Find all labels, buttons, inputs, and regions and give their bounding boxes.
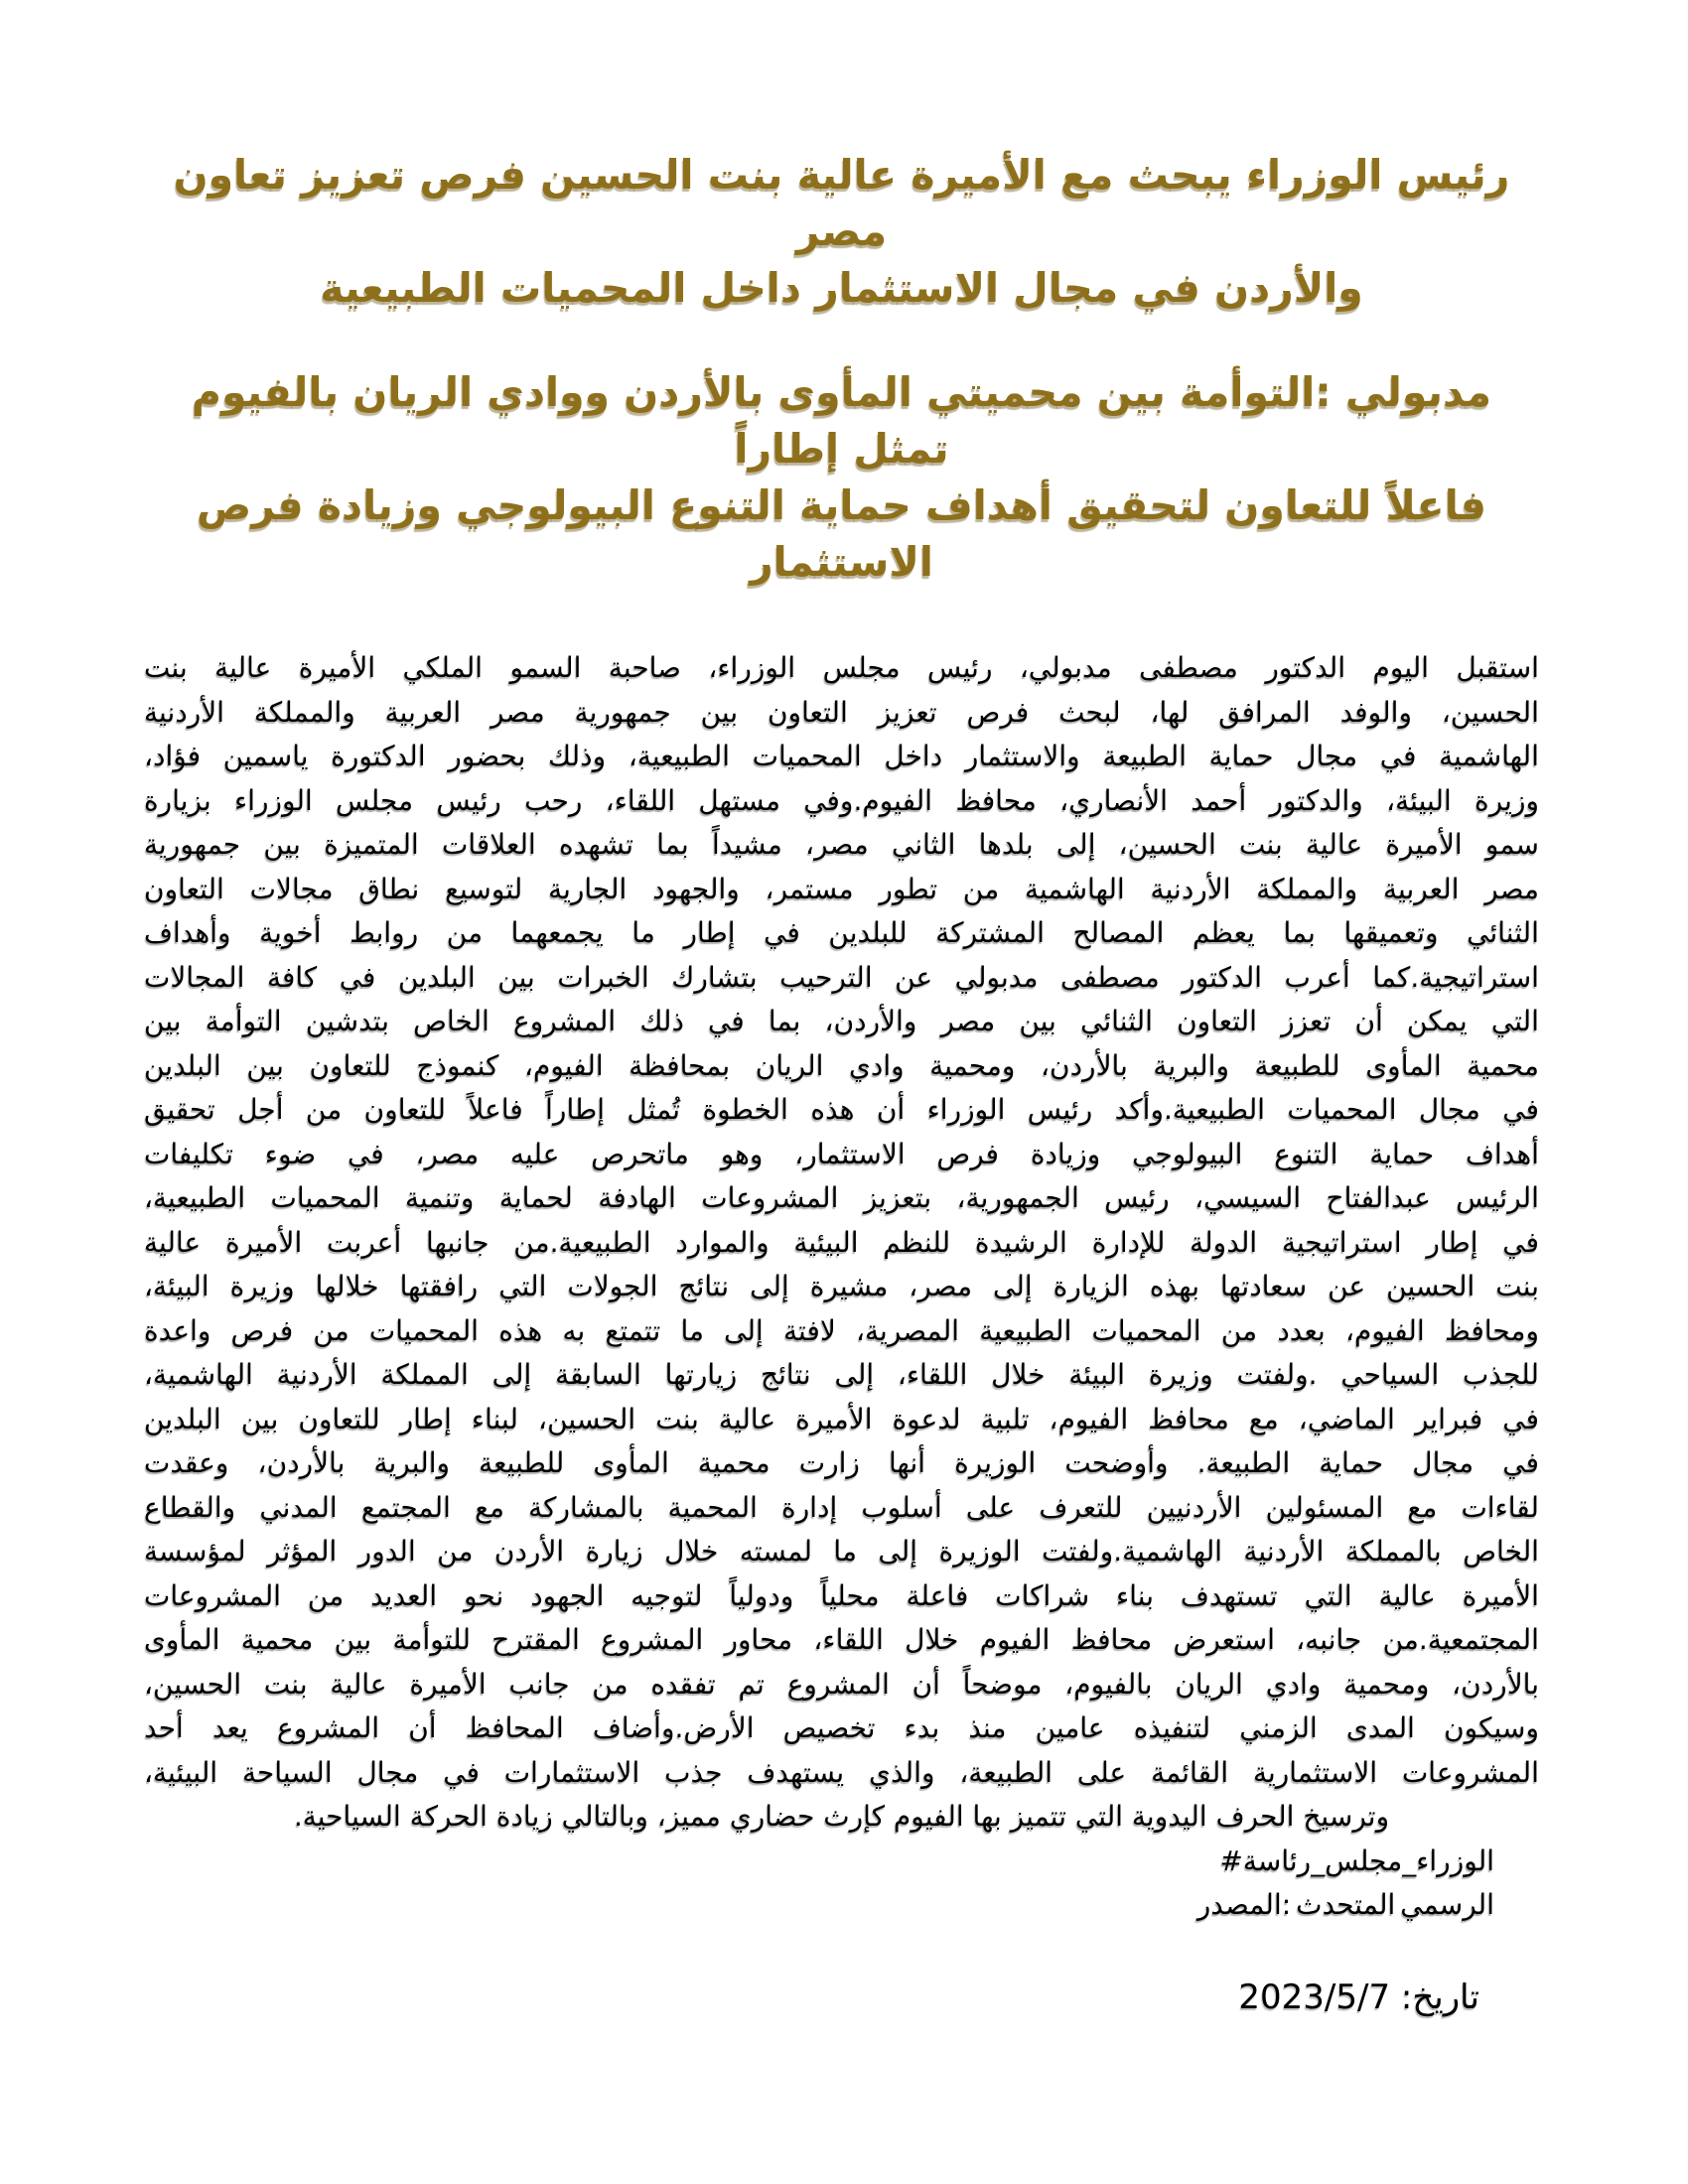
body-line: أهداف حماية التنوع البيولوجي وزيادة فرص الاستثمار، وهو ماتحرص عليه مصر، في ضوء تكليفات (144, 1137, 1539, 1170)
hash-icon: # (1219, 1843, 1243, 1877)
title-line: والأردن في مجال الاستثمار داخل المحميات الطبيعية (320, 264, 1363, 312)
body-line: استقبل اليوم الدكتور مصطفى مدبولي، رئيس مجلس الوزراء، صاحبة السمو الملكي الأميرة عالية بنت (144, 651, 1539, 684)
body-line: وسيكون المدى الزمني لتنفيذه عامين منذ بدء تخصيص الأرض.وأضاف المحافظ أن المشروع يعد أحد (144, 1711, 1539, 1744)
body-line: في إطار استراتيجية الدولة للإدارة الرشيدة للنظم البيئية والموارد الطبيعية.من جانبها أعربت الأميرة عالية (144, 1225, 1539, 1259)
hashtag-word: مجلس (1325, 1843, 1403, 1877)
body-line: محمية المأوى للطبيعة والبرية بالأردن، ومحمية وادي الريان بمحافظة الفيوم، كنموذج للتعاون بين البلدين (144, 1048, 1539, 1082)
body-line: وزيرة البيئة، والدكتور أحمد الأنصاري، محافظ الفيوم.وفي مستهل اللقاء، رحب رئيس مجلس الوزراء بزيارة (144, 783, 1539, 817)
source-colon: : (1281, 1888, 1292, 1921)
body-line: المشروعات الاستثمارية القائمة على الطبيعة، والذي يستهدف جذب الاستثمارات في مجال السياحة البيئية، (144, 1755, 1539, 1789)
body-line: الخاص بالمملكة الأردنية الهاشمية.ولفتت الوزيرة إلى ما لمسته خلال زيارة الأردن من الدور المؤثر لمؤسسة (144, 1535, 1539, 1568)
source-word: الرسمي (1400, 1888, 1494, 1921)
body-line: سمو الأميرة عالية بنت الحسين، إلى بلدها الثاني مصر، مشيداً بما تشهده العلاقات المتميزة بين جمهورية (144, 828, 1539, 861)
hashtag-token-row (1219, 1840, 1494, 1884)
source-label: المصدر (1196, 1888, 1282, 1921)
body-line: في مجال المحميات الطبيعية.وأكد رئيس الوزراء أن هذه الخطوة تُمثل إطاراً فاعلاً للتعاون من أجل تحقيق (144, 1093, 1539, 1126)
body-line: لقاءات مع المسئولين الأردنيين للتعرف على أسلوب إدارة المحمية بالمشاركة مع المجتمع المدني والقطاع (144, 1490, 1539, 1524)
body-line: للجذب السياحي .ولفتت وزيرة البيئة خلال اللقاء، إلى نتائج زيارتها السابقة إلى المملكة الأردنية الهاشمية، (144, 1358, 1539, 1391)
hashtag-line (144, 1840, 1494, 1884)
title-gap (144, 317, 1539, 364)
document-title (144, 147, 1539, 591)
body-line: مصر العربية والمملكة الأردنية الهاشمية من تطور مستمر، والجهود الجارية لتوسيع نطاق مجالات التعاون (144, 872, 1539, 905)
article-body (144, 646, 1539, 1928)
hashtag-underscore: _ (1402, 1843, 1417, 1877)
body-line: ومحافظ الفيوم، بعدد من المحميات الطبيعية المصرية، لافتة إلى ما تتمتع به هذه المحميات من فرص واعدة (144, 1313, 1539, 1347)
body-line: الثنائي وتعميقها بما يعظم المصالح المشتركة للبلدين في إطار ما يجمعهما من روابط أخوية وأهداف (144, 916, 1539, 949)
body-line-last: وترسيخ الحرف اليدوية التي تتميز بها الفيوم كإرث حضاري مميز، وبالتالي زيادة الحركة السياحية. (293, 1800, 1390, 1833)
body-line: بنت الحسين عن سعادتها بهذه الزيارة إلى مصر، مشيرة إلى نتائج الجولات التي رافقتها خلالها وزيرة البيئة، (144, 1270, 1539, 1302)
hashtag-word: الوزراء (1416, 1843, 1494, 1877)
body-line: الهاشمية في مجال حماية الطبيعة والاستثمار داخل المحميات الطبيعية، وذلك بحضور الدكتورة ياسمين فؤاد، (144, 740, 1539, 772)
body-line: الحسين، والوفد المرافق لها، لبحث فرص تعزيز التعاون بين جمهورية مصر العربية والمملكة الأردنية (144, 695, 1539, 729)
title-line: رئيس الوزراء يبحث مع الأميرة عالية بنت الحسين فرص تعزيز تعاون مصر (173, 151, 1510, 255)
body-line: في مجال حماية الطبيعة. وأوضحت الوزيرة أنها زارت محمية المأوى للطبيعة والبرية بالأردن، وعقدت (144, 1446, 1539, 1479)
title-line: فاعلاً للتعاون لتحقيق أهداف حماية التنوع البيولوجي وزيادة فرص الاستثمار (197, 481, 1486, 586)
body-line: التي يمكن أن تعزز التعاون الثنائي بين مصر والأردن، بما في ذلك المشروع الخاص بتدشين التوأمة بين (144, 1005, 1539, 1037)
source-token-row (1197, 1883, 1494, 1928)
body-line: في فبراير الماضي، مع محافظ الفيوم، تلبية لدعوة الأميرة عالية بنت الحسين، لبناء إطار للتعاون بين البلدين (144, 1402, 1539, 1435)
body-line: استراتيجية.كما أعرب الدكتور مصطفى مدبولي عن الترحيب بتشارك الخبرات بين البلدين في كافة المجالات (144, 960, 1539, 994)
body-line: الرئيس عبدالفتاح السيسي، رئيس الجمهورية، بتعزيز المشروعات الهادفة لحماية وتنمية المحميات الطبيعية، (144, 1181, 1539, 1214)
source-line (144, 1883, 1494, 1928)
title-line: مدبولي :التوأمة بين محميتي المأوى بالأردن ووادي الريان بالفيوم تمثل إطاراً (191, 368, 1492, 473)
hashtag-word: رئاسة (1242, 1843, 1312, 1877)
date-line: تاريخ: 2023/5/7 (1238, 1977, 1479, 2017)
body-line: المجتمعية.من جانبه، استعرض محافظ الفيوم خلال اللقاء، محاور المشروع المقترح للتوأمة بين محمية المأوى (144, 1623, 1539, 1656)
body-line: الأميرة عالية التي تستهدف بناء شراكات فاعلة محلياً ودولياً لتوجيه الجهود نحو العديد من المشروعات (144, 1578, 1539, 1612)
hashtag-underscore: _ (1311, 1843, 1326, 1877)
source-word: المتحدث (1296, 1888, 1396, 1921)
body-line: بالأردن، ومحمية وادي الريان بالفيوم، موضحاً أن المشروع تم تفقده من جانب الأميرة عالية بنت الحسين، (144, 1667, 1539, 1701)
